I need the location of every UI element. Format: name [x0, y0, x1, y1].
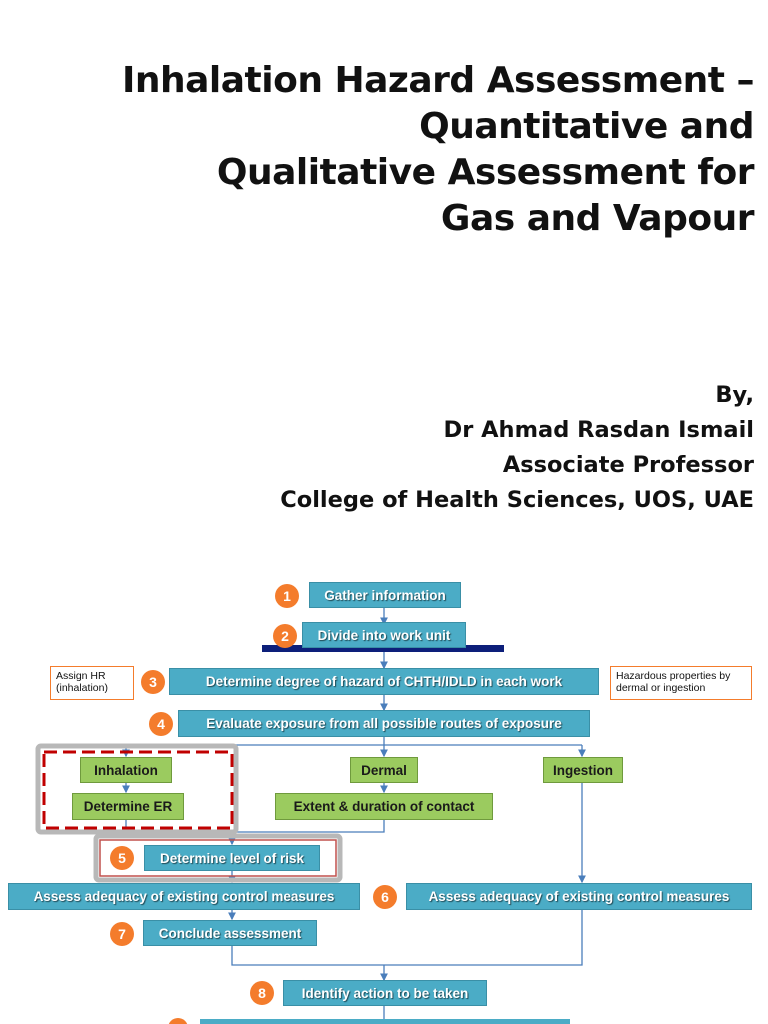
step-assess-control-right: Assess adequacy of existing control measures: [406, 883, 752, 910]
step-determine-level-risk: Determine level of risk: [144, 845, 320, 871]
route-determine-er: Determine ER: [72, 793, 184, 820]
step-2-badge: 2: [273, 624, 297, 648]
step-7-badge: 7: [110, 922, 134, 946]
step-5-badge: 5: [110, 846, 134, 870]
step-3-badge: 3: [141, 670, 165, 694]
route-ingestion: Ingestion: [543, 757, 623, 783]
title-line-1: Inhalation Hazard Assessment –: [121, 60, 754, 101]
author-by: By,: [715, 382, 754, 408]
step-divide-work-unit: Divide into work unit: [302, 622, 466, 648]
step-conclude-assessment: Conclude assessment: [143, 920, 317, 946]
route-extent-duration: Extent & duration of contact: [275, 793, 493, 820]
step-8-badge: 8: [250, 981, 274, 1005]
route-dermal: Dermal: [350, 757, 418, 783]
title-line-2: Quantitative and: [419, 106, 754, 147]
title-line-4: Gas and Vapour: [440, 198, 754, 239]
step-1-badge: 1: [275, 584, 299, 608]
author-position: Associate Professor: [502, 452, 754, 478]
step-4-badge: 4: [149, 712, 173, 736]
route-inhalation: Inhalation: [80, 757, 172, 783]
author-affiliation: College of Health Sciences, UOS, UAE: [280, 487, 754, 513]
step-evaluate-exposure: Evaluate exposure from all possible routes of exposure: [178, 710, 590, 737]
step-assess-control-left: Assess adequacy of existing control measures: [8, 883, 360, 910]
note-assign-hr: Assign HR (inhalation): [50, 666, 134, 700]
note-hazardous-properties: Hazardous properties by dermal or ingestion: [610, 666, 752, 700]
step-identify-action: Identify action to be taken: [283, 980, 487, 1006]
title-line-3: Qualitative Assessment for: [216, 152, 754, 193]
author-name: Dr Ahmad Rasdan Ismail: [443, 417, 754, 443]
step-6-badge: 6: [373, 885, 397, 909]
step-determine-hazard: Determine degree of hazard of CHTH/IDLD in each work: [169, 668, 599, 695]
step-gather-information: Gather information: [309, 582, 461, 608]
